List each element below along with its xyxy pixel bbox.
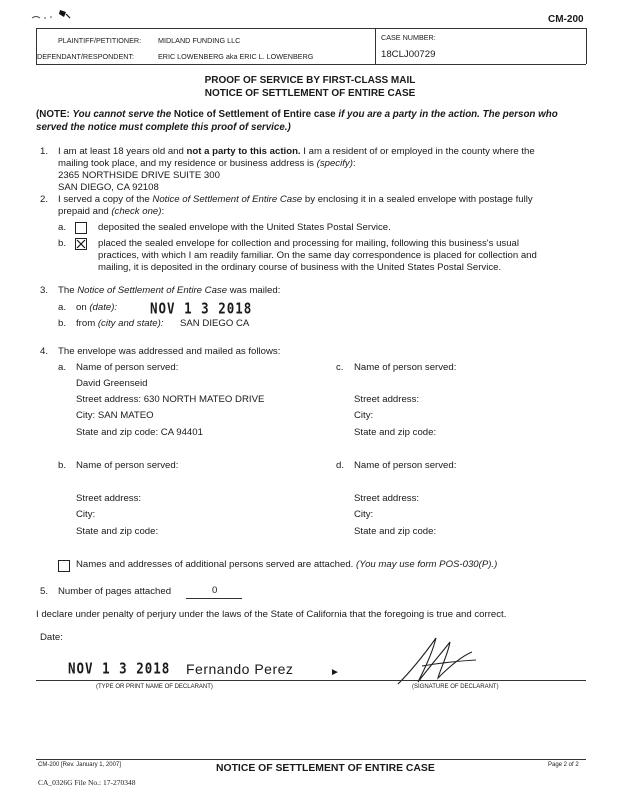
- scan-mark-icon: [30, 6, 80, 22]
- name-caption: (TYPE OR PRINT NAME OF DECLARANT): [96, 684, 213, 690]
- item4-text: The envelope was addressed and mailed as follows:: [58, 346, 281, 357]
- declaration-text: I declare under penalty of perjury under the laws of the State of California that the foregoing is true and correct.: [36, 609, 507, 620]
- item3-a-italic: (date):: [89, 302, 118, 313]
- item4-c-street-label: Street address:: [354, 394, 420, 405]
- item5-text: Number of pages attached: [58, 586, 172, 597]
- item2-option-a-checkbox[interactable]: [75, 222, 87, 234]
- item4-a-state: State and zip code: CA 94401: [76, 427, 203, 438]
- note-bold-1: Notice of Settlement of Entire case: [173, 109, 339, 120]
- note-italic-1: You cannot serve the: [72, 109, 174, 120]
- item4-d-street-label: Street address:: [354, 493, 420, 504]
- item2-line-2: [58, 206, 164, 217]
- item2-line-1: [58, 194, 533, 205]
- item3-text-b: was mailed:: [227, 285, 281, 296]
- note-prefix: (NOTE:: [36, 109, 73, 120]
- page-title: PROOF OF SERVICE BY FIRST-CLASS MAIL: [204, 75, 416, 86]
- item4-b-city-label: City:: [76, 509, 96, 520]
- item1-line2-b: :: [352, 158, 356, 169]
- footer-title: NOTICE OF SETTLEMENT OF ENTIRE CASE: [216, 763, 435, 774]
- item3-a-caption: [76, 302, 117, 313]
- item3-b-caption: [76, 318, 163, 329]
- additional-persons-line: [76, 559, 497, 570]
- item3-a-text: on: [76, 302, 90, 313]
- item4-a-name-label: Name of person served:: [76, 362, 179, 373]
- signature-date-stamp: NOV 1 3 2018: [68, 659, 171, 677]
- footer-page: Page 2 of 2: [548, 762, 579, 768]
- item4-b-street-label: Street address:: [76, 493, 142, 504]
- caption-divider: [375, 28, 376, 64]
- item2-option-b-line-1: placed the sealed envelope for collection and processing for mailing, following this business's usual: [98, 238, 520, 249]
- additional-persons-text: Names and addresses of additional persons served are attached.: [76, 559, 354, 570]
- item1-line2-a: mailing took place, and my residence or business address is: [58, 158, 317, 169]
- item3-b-text: from: [76, 318, 98, 329]
- item2-option-a-label: a.: [58, 222, 67, 233]
- item1-text-a: I am at least 18 years old and: [58, 146, 187, 157]
- case-number-value: 18CLJ00729: [381, 49, 436, 60]
- signature-icon: [392, 630, 512, 690]
- item1-number: 1.: [40, 146, 49, 157]
- item1-address-line-1: 2365 NORTHSIDE DRIVE SUITE 300: [58, 170, 220, 181]
- item2-option-b-line-3: mailing, it is deposited in the ordinary course of business with the United States Postal Service.: [98, 262, 502, 273]
- defendant-value: ERIC LOWENBERG aka ERIC L. LOWENBERG: [158, 52, 314, 61]
- checkbox-x-icon: [76, 239, 86, 249]
- item2-line1-b: by enclosing it in a sealed envelope with postage fully: [302, 194, 533, 205]
- item2-option-b-label: b.: [58, 238, 67, 249]
- item3-b-italic: (city and state):: [97, 318, 164, 329]
- additional-persons-checkbox[interactable]: [58, 560, 70, 572]
- item3-text-a: The: [58, 285, 78, 296]
- item2-line1-a: I served a copy of the: [58, 194, 153, 205]
- item4-b-label: b.: [58, 460, 67, 471]
- item2-line1-italic: Notice of Settlement of Entire Case: [152, 194, 303, 205]
- item2-line2-italic: (check one): [111, 206, 162, 217]
- note-italic-2: if you are a party in the action. The person who: [338, 109, 558, 120]
- mailing-date-stamp: NOV 1 3 2018: [150, 299, 253, 317]
- item4-d-label: d.: [336, 460, 345, 471]
- item4-c-city-label: City:: [354, 410, 374, 421]
- plaintiff-label: PLAINTIFF/PETITIONER:: [58, 36, 142, 45]
- item1-line-1: [58, 146, 535, 157]
- defendant-label: DEFENDANT/RESPONDENT:: [37, 52, 135, 61]
- item4-a-name: David Greenseid: [76, 378, 148, 389]
- item3-b-label: b.: [58, 318, 67, 329]
- item4-a-street: Street address: 630 NORTH MATEO DRIVE: [76, 394, 265, 405]
- item1-line2-italic: (specify): [316, 158, 353, 169]
- footer-revision: CM-200 [Rev. January 1, 2007]: [38, 762, 121, 768]
- item4-number: 4.: [40, 346, 49, 357]
- item4-b-name-label: Name of person served:: [76, 460, 179, 471]
- additional-persons-italic: (You may use form POS-030(P).): [356, 559, 498, 570]
- plaintiff-value: MIDLAND FUNDING LLC: [158, 36, 241, 45]
- item2-number: 2.: [40, 194, 49, 205]
- item4-d-state-label: State and zip code:: [354, 526, 437, 537]
- item4-c-name-label: Name of person served:: [354, 362, 457, 373]
- item4-b-state-label: State and zip code:: [76, 526, 159, 537]
- footer-rule: [36, 759, 586, 760]
- caption-top-rule: [36, 28, 586, 29]
- item4-d-name-label: Name of person served:: [354, 460, 457, 471]
- item2-option-a-text: deposited the sealed envelope with the United States Postal Service.: [98, 222, 391, 233]
- form-id: CM-200: [548, 14, 584, 25]
- signature-caption: (SIGNATURE OF DECLARANT): [412, 684, 499, 690]
- item3-line: [58, 285, 280, 296]
- item2-line2-a: prepaid and: [58, 206, 112, 217]
- item4-d-city-label: City:: [354, 509, 374, 520]
- declarant-name: Fernando Perez: [186, 661, 294, 677]
- caption-bottom-rule: [36, 64, 586, 65]
- note-line-2: served the notice must complete this proof of service.): [36, 122, 291, 133]
- item1-text-b: I am a resident of or employed in the county where the: [300, 146, 535, 157]
- item4-c-label: c.: [336, 362, 344, 373]
- item1-address-line-2: SAN DIEGO, CA 92108: [58, 182, 159, 193]
- item1-text-bold: not a party to this action.: [186, 146, 301, 157]
- item5-number: 5.: [40, 586, 49, 597]
- note-line-1: [36, 109, 558, 120]
- item4-c-state-label: State and zip code:: [354, 427, 437, 438]
- item1-line-2: [58, 158, 356, 169]
- pages-attached-rule: [186, 598, 242, 599]
- item3-b-value: SAN DIEGO CA: [180, 318, 250, 329]
- pages-attached-value: 0: [212, 585, 218, 596]
- item4-a-label: a.: [58, 362, 67, 373]
- name-signature-rule: [36, 680, 586, 681]
- item2-option-b-line-2: practices, with which I am readily familiar. On the same day correspondence is placed for collection and: [98, 250, 537, 261]
- item3-text-italic: Notice of Settlement of Entire Case: [77, 285, 228, 296]
- case-number-label: CASE NUMBER:: [381, 33, 436, 42]
- item2-option-b-checkbox[interactable]: [75, 238, 87, 250]
- item3-number: 3.: [40, 285, 49, 296]
- page-subtitle: NOTICE OF SETTLEMENT OF ENTIRE CASE: [204, 88, 416, 99]
- caption-right-rule: [586, 28, 587, 64]
- date-label: Date:: [40, 632, 63, 643]
- arrow-icon: ►: [330, 667, 340, 678]
- item2-line2-b: :: [161, 206, 165, 217]
- item3-a-label: a.: [58, 302, 67, 313]
- item4-a-city: City: SAN MATEO: [76, 410, 154, 421]
- footer-file-number: CA_0326G File No.: 17-270348: [38, 778, 136, 787]
